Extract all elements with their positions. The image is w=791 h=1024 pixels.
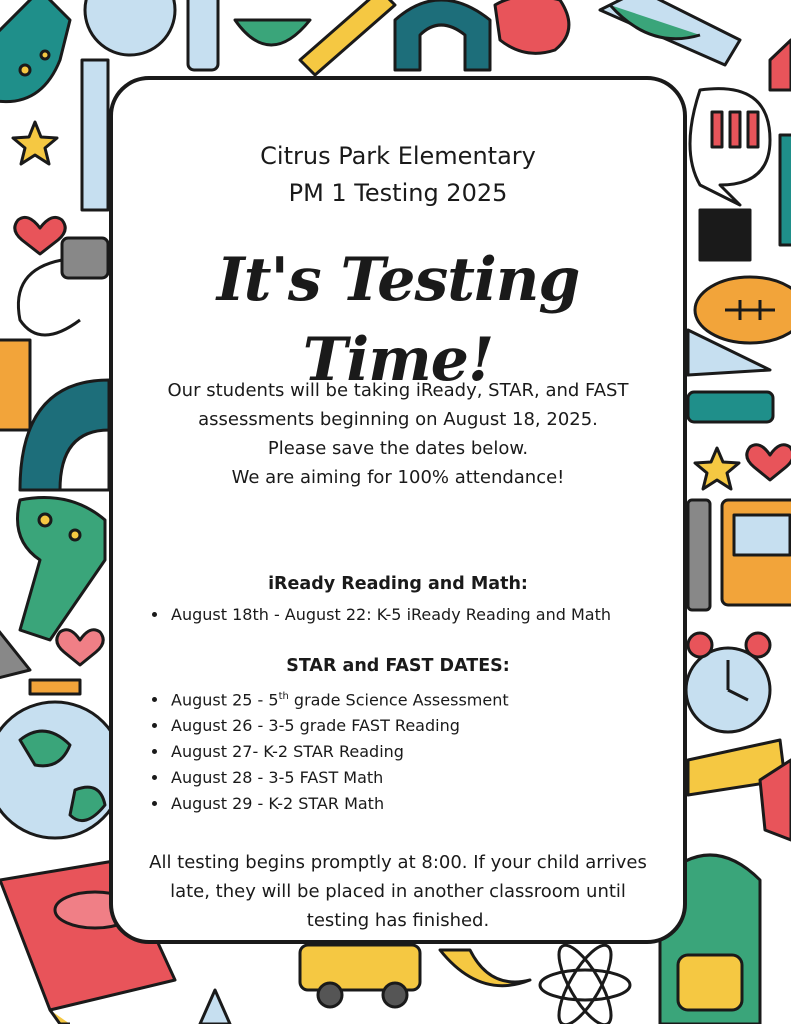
marker-icon bbox=[188, 0, 218, 70]
star-icon bbox=[695, 448, 739, 489]
heart-icon bbox=[57, 630, 103, 665]
apple-icon bbox=[495, 0, 569, 53]
calculator-icon bbox=[722, 500, 791, 605]
footer-line: testing has finished. bbox=[306, 910, 490, 931]
speech-bubble-icon bbox=[690, 89, 770, 205]
flyer-card bbox=[109, 76, 687, 944]
iready-section-title: iReady Reading and Math: bbox=[268, 574, 528, 594]
round-bottle-icon bbox=[85, 0, 175, 55]
footer-line: late, they will be placed in another classroom until bbox=[170, 881, 626, 902]
football-icon bbox=[695, 277, 791, 343]
binder-clip-icon bbox=[700, 210, 750, 260]
earphones-icon bbox=[18, 238, 108, 335]
pencil-icon bbox=[300, 0, 395, 75]
test-tube-icon bbox=[600, 0, 740, 65]
star-fast-section-title: STAR and FAST DATES: bbox=[286, 656, 510, 676]
book-spine-icon bbox=[780, 135, 791, 245]
flyer-header bbox=[113, 138, 683, 212]
ordinal-suffix: th bbox=[278, 691, 289, 702]
flask-icon bbox=[18, 498, 106, 641]
school-name: Citrus Park Elementary bbox=[260, 142, 536, 170]
star-fast-date-list bbox=[147, 684, 509, 817]
star-icon bbox=[13, 122, 57, 164]
tape-icon bbox=[0, 340, 30, 430]
home-icon bbox=[770, 40, 791, 90]
testing-period: PM 1 Testing 2025 bbox=[288, 179, 508, 207]
footer-line: All testing begins promptly at 8:00. If your child arrives bbox=[149, 852, 647, 873]
iready-date-list bbox=[147, 602, 611, 628]
bowl-icon bbox=[235, 20, 310, 45]
intro-line: assessments beginning on August 18, 2025. bbox=[198, 409, 598, 430]
list-item-text: grade Science Assessment bbox=[288, 690, 509, 710]
intro-line: We are aiming for 100% attendance! bbox=[231, 467, 565, 488]
heart-icon bbox=[15, 217, 65, 254]
alarm-clock-icon bbox=[686, 633, 770, 732]
flask-icon bbox=[0, 0, 70, 102]
pencil-icon bbox=[200, 990, 230, 1024]
list-item: • August 26 - 3-5 grade FAST Reading bbox=[169, 713, 509, 739]
intro-line: Our students will be taking iReady, STAR, and FAST bbox=[167, 380, 629, 401]
headline: It's Testing Time! bbox=[216, 245, 580, 395]
ruler-icon bbox=[82, 60, 108, 210]
banana-icon bbox=[440, 950, 530, 986]
magnet-icon bbox=[395, 0, 490, 70]
list-item: • August 27- K-2 STAR Reading bbox=[169, 739, 509, 765]
footer-note bbox=[113, 848, 683, 935]
intro-paragraph bbox=[113, 376, 683, 492]
atom-icon bbox=[540, 939, 630, 1024]
list-item: • August 28 - 3-5 FAST Math bbox=[169, 765, 509, 791]
bus-icon bbox=[300, 945, 420, 1007]
protractor-icon bbox=[20, 380, 109, 490]
list-item: • August 29 - K-2 STAR Math bbox=[169, 791, 509, 817]
stapler-icon bbox=[688, 500, 710, 610]
list-item-text: August 25 - 5 bbox=[171, 690, 279, 710]
list-item: • August 18th - August 22: K-5 iReady Reading and Math bbox=[169, 602, 611, 628]
marker-icon bbox=[688, 392, 773, 422]
list-item bbox=[169, 684, 509, 713]
heart-icon bbox=[747, 445, 791, 480]
globe-icon bbox=[0, 680, 123, 838]
intro-line: Please save the dates below. bbox=[267, 438, 529, 459]
